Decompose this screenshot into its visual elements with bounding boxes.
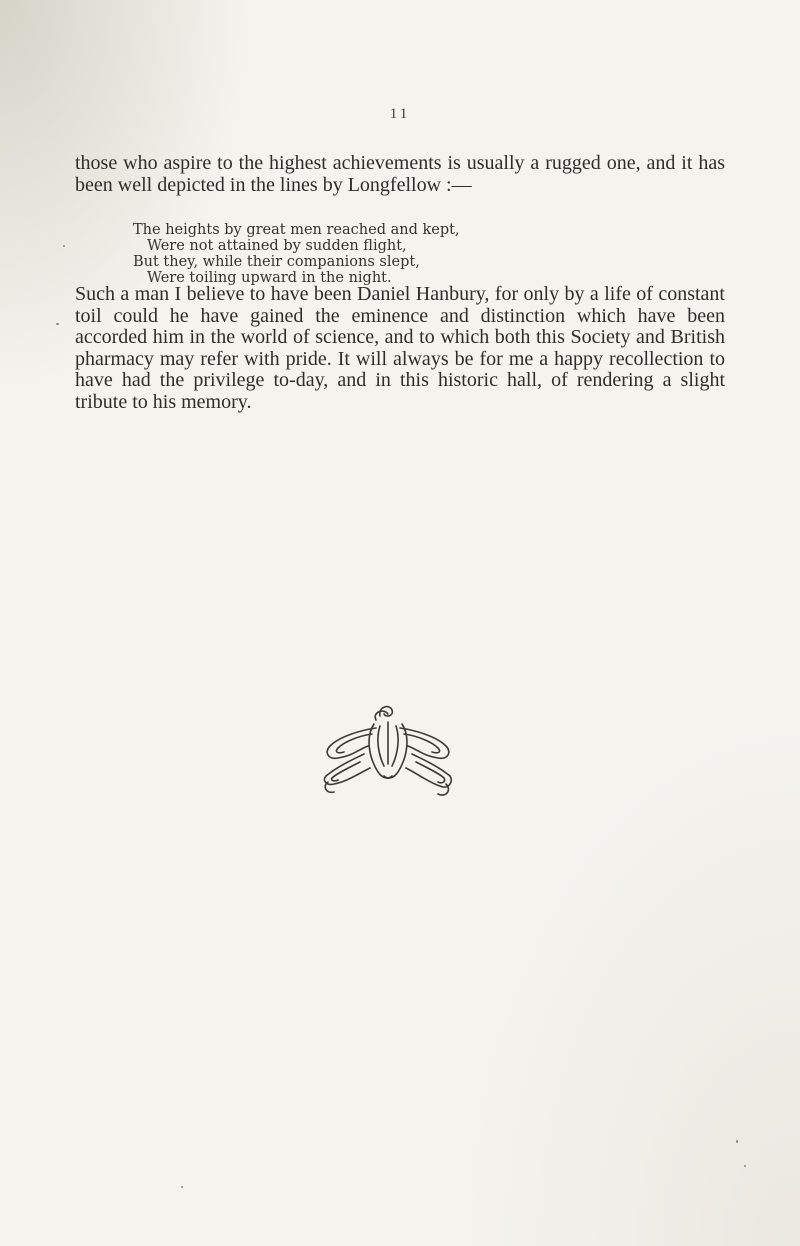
paper-speck [736,1140,738,1143]
page-number: 11 [389,106,411,122]
paragraph-hanbury-tribute: Such a man I believe to have been Daniel Hanbury, for only by a life of constant toil could he have gained the eminence and distinction which have been accorded him in the world of science, and to which both this Society and British pharmacy may refer with pride. It will always be for me a happy recollection to have had the privilege to-day, and in this historic hall, of rendering a slight tribute to his memory. [75,283,725,413]
verse-line: Were toiling upward in the night. [147,270,392,286]
verse-line: But they, while their companions slept, [133,254,420,270]
verse-line: Were not attained by sudden flight, [147,238,407,254]
paper-speck [181,1186,183,1188]
verse-line: The heights by great men reached and kept, [133,222,460,238]
paper-speck [744,1165,746,1167]
scroll-ornament-icon [318,702,458,800]
paper-speck [56,323,59,325]
verse-quotation [133,222,693,286]
paragraph-intro: those who aspire to the highest achievements is usually a rugged one, and it has been well depicted in the lines by Longfellow :— [75,152,725,196]
paper-speck [63,245,65,247]
